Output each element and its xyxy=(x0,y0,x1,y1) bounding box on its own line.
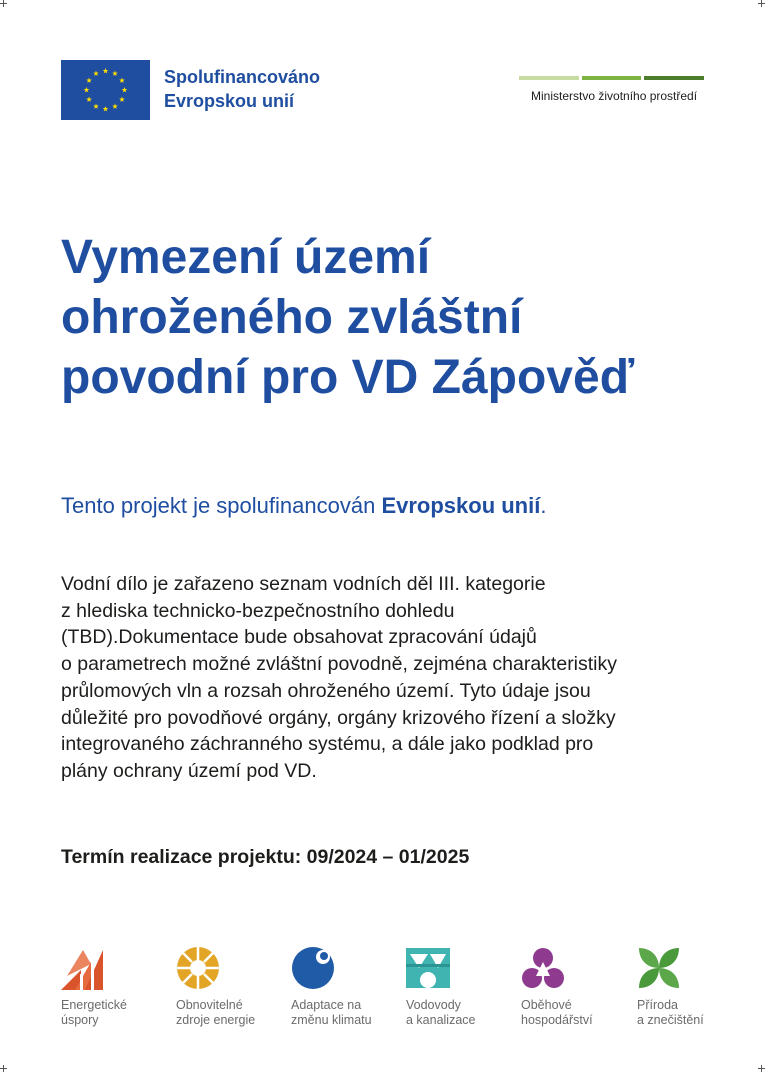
description-line: integrovaného záchranného systému, a dále jako podklad pro xyxy=(61,733,594,756)
title-line: Vymezení území xyxy=(61,231,431,284)
eu-star xyxy=(84,87,90,92)
topic-label-line: Příroda xyxy=(637,998,678,1012)
topic-label-line: Obnovitelné xyxy=(176,998,243,1012)
topic-climate-adaptation xyxy=(291,946,401,1028)
project-term: Termín realizace projektu: 09/2024 – 01/2025 xyxy=(61,846,470,868)
eu-star xyxy=(103,106,109,111)
cofinancing-prefix: Tento projekt je spolufinancován xyxy=(61,493,382,518)
cofinancing-statement xyxy=(61,493,546,519)
eu-star xyxy=(93,71,99,76)
page-title xyxy=(61,228,751,408)
climate-adaptation-icon xyxy=(291,946,335,990)
eu-star xyxy=(103,68,109,73)
topic-label-line: Adaptace na xyxy=(291,998,362,1012)
eu-star xyxy=(86,97,92,102)
ministry-bar xyxy=(582,76,642,80)
ministry-bar xyxy=(644,76,704,80)
nature-pollution-icon xyxy=(637,946,681,990)
eu-star xyxy=(93,103,99,108)
eu-label-line1: Spolufinancováno xyxy=(164,67,321,87)
description-line: z hlediska technicko-bezpečnostního dohledu xyxy=(61,599,455,622)
topic-water-supply xyxy=(406,946,516,1028)
crop-mark xyxy=(761,1065,762,1072)
eu-stars xyxy=(61,60,150,120)
ministry-bar xyxy=(519,76,579,80)
circular-economy-icon xyxy=(521,946,565,990)
title-line: povodní pro VD Zápověď xyxy=(61,351,635,404)
ministry-name: Ministerstvo životního prostředí xyxy=(531,89,698,103)
eu-cofinanced-label xyxy=(164,65,320,113)
eu-star xyxy=(112,71,118,76)
topic-label-line: úspory xyxy=(61,1013,99,1027)
topic-label-line: a znečištění xyxy=(637,1013,704,1027)
topic-label-line: Energetické xyxy=(61,998,128,1012)
eu-star xyxy=(86,78,92,83)
description-line: důležité pro povodňové orgány, orgány krizového řízení a složky xyxy=(61,706,616,729)
crop-mark xyxy=(3,0,4,7)
topic-energy-savings xyxy=(61,946,171,1028)
topic-renewable-energy xyxy=(176,946,286,1028)
topic-label-line: Oběhové xyxy=(521,998,572,1012)
topic-label-line: a kanalizace xyxy=(406,1013,476,1027)
eu-label-line2: Evropskou unií xyxy=(164,91,295,111)
project-description xyxy=(61,571,711,785)
topic-label-line: změnu klimatu xyxy=(291,1013,372,1027)
eu-star xyxy=(122,87,128,92)
topic-label-line: Vodovody xyxy=(406,998,461,1012)
eu-star xyxy=(119,97,125,102)
title-line: ohroženého zvláštní xyxy=(61,291,523,344)
water-supply-icon xyxy=(406,946,450,990)
renewable-energy-icon xyxy=(176,946,220,990)
topic-nature-pollution xyxy=(637,946,747,1028)
topic-label-line: hospodářství xyxy=(521,1013,593,1027)
ministry-logo-bars xyxy=(519,76,704,80)
cofinancing-suffix: . xyxy=(540,493,547,518)
eu-flag-icon xyxy=(61,60,150,120)
description-line: průlomových vln a rozsah ohroženého území. Tyto údaje jsou xyxy=(61,679,591,702)
topic-circular-economy xyxy=(521,946,631,1028)
description-line: (TBD).Dokumentace bude obsahovat zpracování údajů xyxy=(61,626,537,649)
crop-mark xyxy=(3,1065,4,1072)
eu-star xyxy=(119,78,125,83)
description-line: plány ochrany území pod VD. xyxy=(61,759,317,782)
topic-label-line: zdroje energie xyxy=(176,1013,256,1027)
description-line: Vodní dílo je zařazeno seznam vodních děl III. kategorie xyxy=(61,573,546,595)
eu-star xyxy=(112,103,118,108)
cofinancing-bold: Evropskou unií xyxy=(381,493,541,518)
energy-savings-icon xyxy=(61,946,105,990)
crop-mark xyxy=(761,0,762,7)
description-line: o parametrech možné zvláštní povodně, zejména charakteristiky xyxy=(61,653,618,676)
topic-icons xyxy=(61,946,721,1036)
